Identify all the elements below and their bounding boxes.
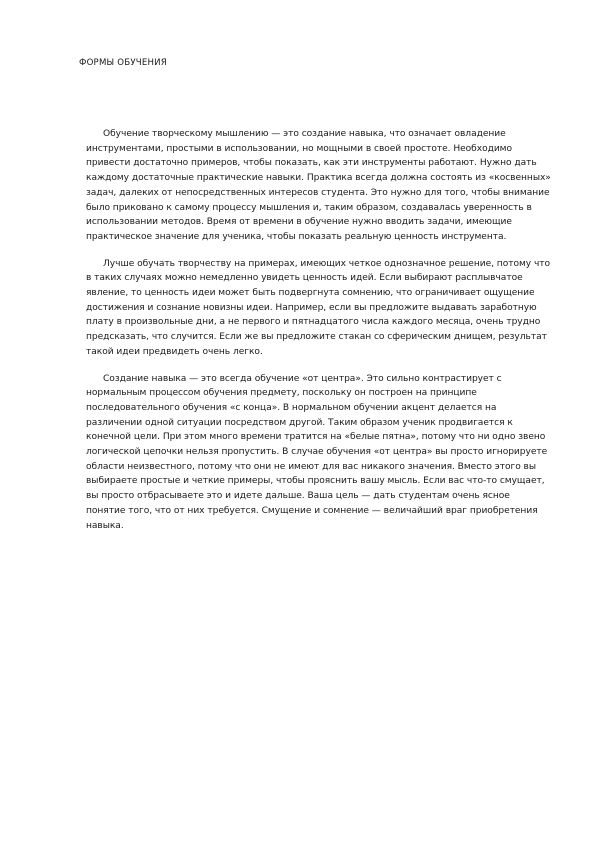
paragraph-1: Обучение творческому мышлению — это создание навыка, что означает овладение инструментами, простыми в использовании, но мощными в своей простоте. Необходимо привести достаточно примеров, чтобы показать, как эти инструменты работают. Нужно дать каждому достаточные практические навыки. Практика всегда должна состоять из «косвенных» задач, далеких от непосредственных интересов студента. Это нужно для того, чтобы внимание было приковано к самому процессу мышления и, таким образом, создавалась уверенность в использовании методов. Время от времени в обучение нужно вводить задачи, имеющие практическое значение для ученика, чтобы показать реальную ценность инструмента. [86, 129, 551, 242]
page-title: ФОРМЫ ОБУЧЕНИЯ [79, 58, 167, 68]
paragraph-3: Создание навыка — это всегда обучение «от центра». Это сильно контрастирует с нормальным процессом обучения предмету, поскольку он построен на принципе последовательного обучения «с конца». В нормальном обучении акцент делается на различении одной ситуации посредством другой. Таким образом ученик продвигается к конечной цели. При этом много времени тратится на «белые пятна», потому что ни одно звено логической цепочки нельзя пропустить. В случае обучения «от центра» вы просто игнорируете области неизвестного, потому что они не имеют для вас никакого значения. Вместо этого вы выбираете простые и четкие примеры, чтобы прояснить вашу мысль. Если вас что-то смущает, вы просто отбрасываете это и идете дальше. Ваша цель — дать студентам очень ясное понятие того, что от них требуется. Смущение и сомнение — величайший враг приобретения навыка. [86, 373, 548, 531]
document-body [86, 127, 552, 545]
paragraph-2: Лучше обучать творчеству на примерах, имеющих четкое однозначное решение, потому что в таких случаях можно немедленно увидеть ценность идей. Если выбирают расплывчатое явление, то ценность идеи может быть подвергнута сомнению, что ограничивает ощущение достижения и сознание новизны идеи. Например, если вы предложите выдавать заработную плату в произвольные дни, а не первого и пятнадцатого числа каждого месяца, очень трудно предсказать, что случится. Если же вы предложите стакан со сферическим днищем, результат такой идеи предвидеть очень легко. [86, 258, 551, 357]
